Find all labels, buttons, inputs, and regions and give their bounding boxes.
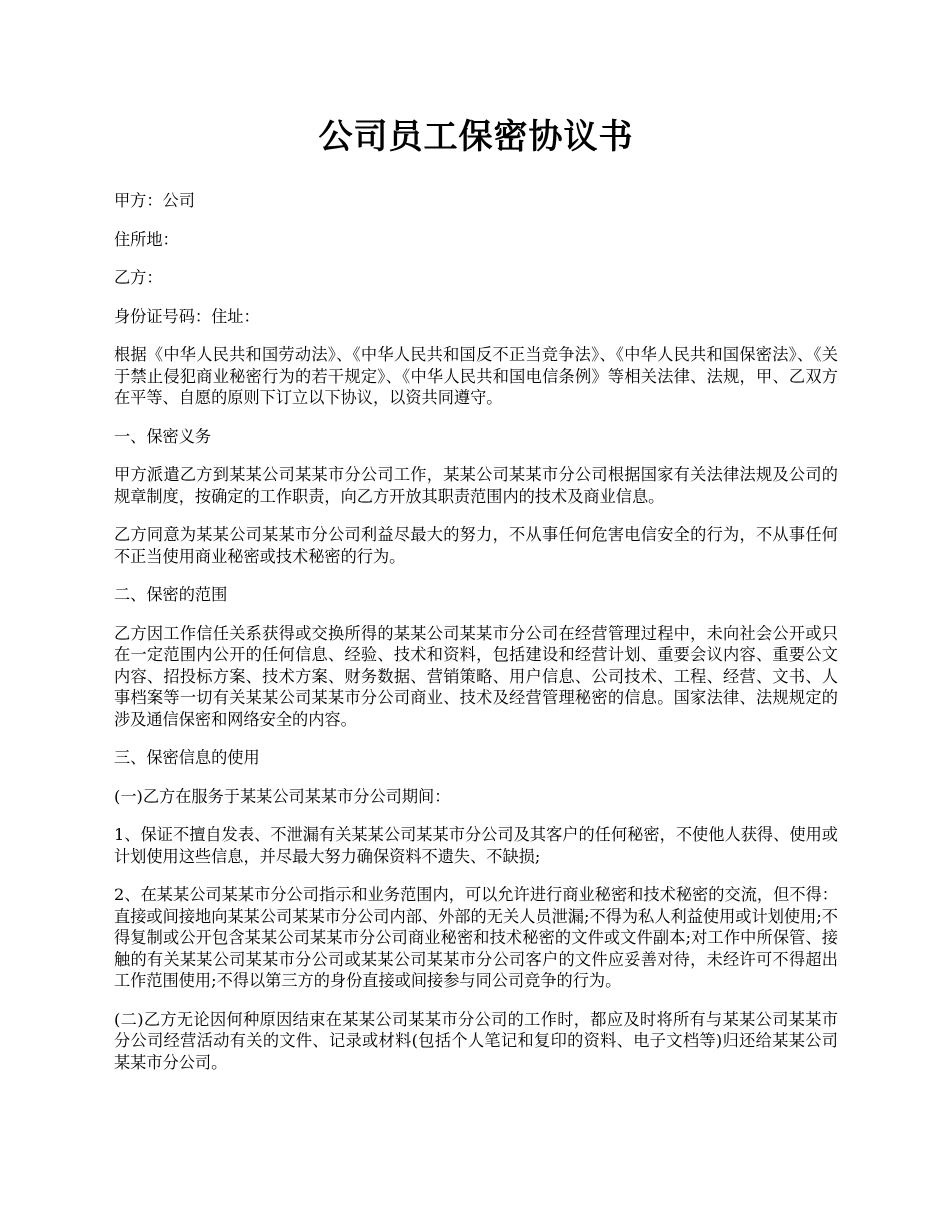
clause-paragraph: 2、在某某公司某某市分公司指示和业务范围内，可以允许进行商业秘密和技术秘密的交流，但不得：直接或间接地向某某公司某某市分公司内部、外部的无关人员泄漏;不得为私人利益使用或计划使用;不得复制或公开包含某某公司某某市分公司商业秘密和技术秘密的文件或文件副本;对工作中所保管、接触的有关某某公司某某市分公司或某某公司某某市分公司客户的文件应妥善对待，未经许可不得超出工作范围使用;不得以第三方的身份直接或间接参与同公司竞争的行为。 — [114, 885, 838, 990]
body-paragraph: 乙方同意为某某公司某某市分公司利益尽最大的努力，不从事任何危害电信安全的行为，不从事任何不正当使用商业秘密或技术秘密的行为。 — [114, 525, 838, 566]
section-heading-3: 三、保密信息的使用 — [114, 748, 260, 767]
body-paragraph: 乙方因工作信任关系获得或交换所得的某某公司某某市分公司在经营管理过程中，未向社会公开或只在一定范围内公开的任何信息、经验、技术和资料，包括建设和经营计划、重要会议内容、重要公文内容、招投标方案、技术方案、财务数据、营销策略、用户信息、公司技术、工程、经营、文书、人事档案等一切有关某某公司某某市分公司商业、技术及经营管理秘密的信息。国家法律、法规规定的涉及通信保密和网络安全的内容。 — [114, 623, 838, 729]
clause-paragraph: 1、保证不擅自发表、不泄漏有关某某公司某某市分公司及其客户的任何秘密，不使他人获得、使用或计划使用这些信息，并尽最大努力确保资料不遗失、不缺损; — [114, 825, 838, 866]
subsection-heading-1: (一)乙方在服务于某某公司某某市分公司期间： — [114, 786, 451, 806]
party-a-line: 甲方：公司 — [114, 191, 195, 210]
party-b-id-line: 身份证号码：住址： — [114, 306, 260, 326]
body-paragraph: 甲方派遣乙方到某某公司某某市分公司工作，某某公司某某市分公司根据国家有关法律法规及公司的规章制度，按确定的工作职责，向乙方开放其职责范围内的技术及商业信息。 — [114, 465, 838, 506]
preamble-paragraph: 根据《中华人民共和国劳动法》、《中华人民共和国反不正当竞争法》、《中华人民共和国保密法》、《关于禁止侵犯商业秘密行为的若干规定》、《中华人民共和国电信条例》等相关法律、法规，甲、乙双方在平等、自愿的原则下订立以下协议，以资共同遵守。 — [114, 345, 838, 407]
party-a-address-line: 住所地： — [114, 229, 179, 249]
section-heading-1: 一、保密义务 — [114, 426, 212, 446]
document-title: 公司员工保密协议书 — [318, 117, 634, 157]
party-b-line: 乙方： — [114, 268, 163, 287]
subsection-paragraph-2: (二)乙方无论因何种原因结束在某某公司某某市分公司的工作时，都应及时将所有与某某公司某某市分公司经营活动有关的文件、记录或材料(包括个人笔记和复印的资料、电子文档等)归还给某某公司某某市分公司。 — [114, 1009, 838, 1072]
section-heading-2: 二、保密的范围 — [114, 585, 228, 604]
